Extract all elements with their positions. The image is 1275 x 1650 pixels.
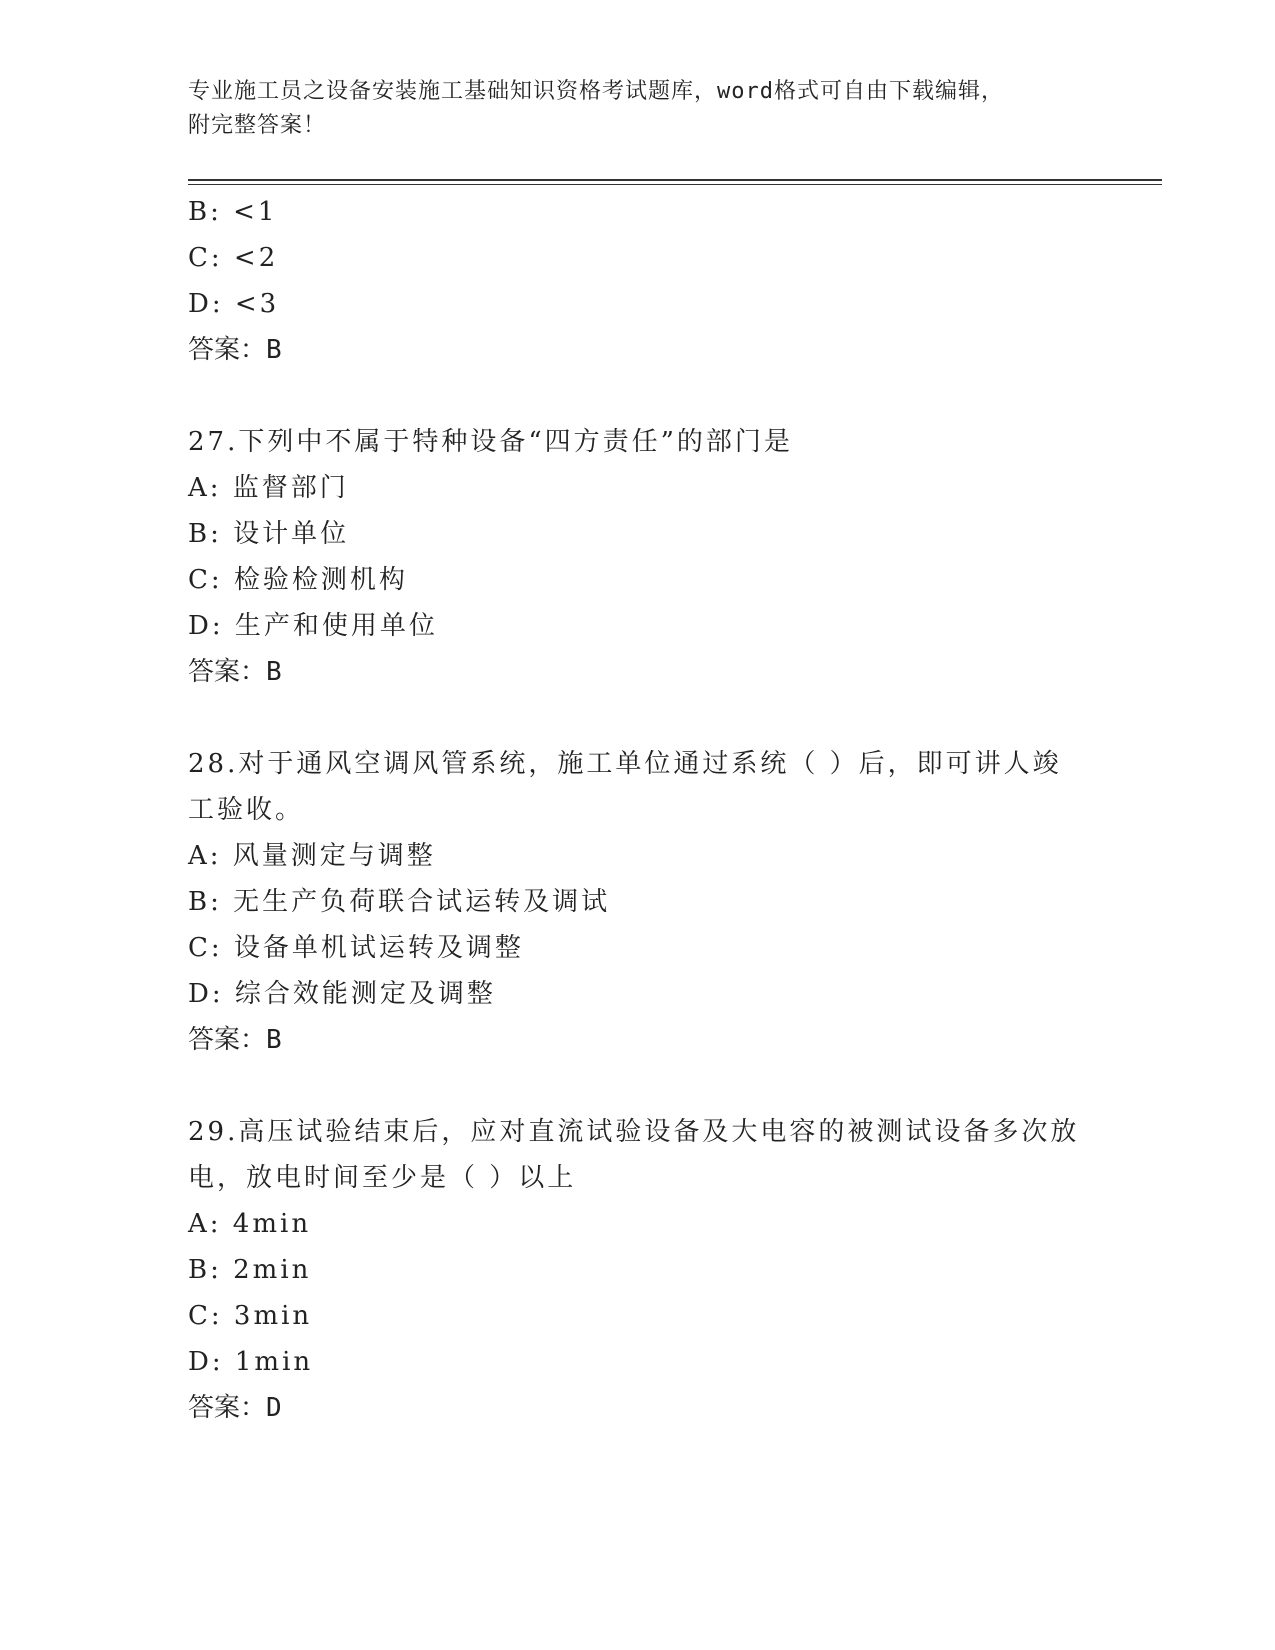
question-stem-continued: 电，放电时间至少是（ ）以上: [188, 1163, 577, 1193]
option-a: A: 监督部门: [188, 473, 349, 503]
answer: 答案：B: [188, 335, 282, 365]
option-d: D: 生产和使用单位: [188, 611, 438, 641]
page-header: [188, 75, 1068, 143]
option-b: B: 无生产负荷联合试运转及调试: [188, 887, 611, 917]
option-a: A: 风量测定与调整: [188, 841, 436, 871]
option-d: D: 1min: [188, 1347, 314, 1377]
option-d: D: <3: [188, 289, 280, 319]
option-c: C: 3min: [188, 1301, 313, 1331]
answer: 答案：B: [188, 657, 282, 687]
answer: 答案：D: [188, 1393, 282, 1423]
header-line-1: 专业施工员之设备安装施工基础知识资格考试题库，word格式可自由下载编辑，: [188, 79, 1004, 104]
question-28: [188, 741, 1088, 1063]
option-b: B: 2min: [188, 1255, 312, 1285]
question-stem: 29.高压试验结束后，应对直流试验设备及大电容的被测试设备多次放: [188, 1117, 1080, 1147]
question-stem: 27.下列中不属于特种设备“四方责任”的部门是: [188, 427, 793, 457]
question-stem-continued: 工验收。: [188, 795, 305, 825]
header-line-2: 附完整答案！: [188, 113, 327, 138]
spacer: [188, 695, 1088, 741]
header-rule-thick: [188, 179, 1162, 181]
question-26-continued: [188, 189, 1088, 373]
option-b: B: <1: [188, 197, 278, 227]
question-list: [188, 189, 1088, 1431]
question-27: [188, 419, 1088, 695]
spacer: [188, 373, 1088, 419]
spacer: [188, 1063, 1088, 1109]
option-a: A: 4min: [188, 1209, 312, 1239]
option-c: C: 检验检测机构: [188, 565, 408, 595]
answer: 答案：B: [188, 1025, 282, 1055]
question-29: [188, 1109, 1088, 1431]
option-d: D: 综合效能测定及调整: [188, 979, 496, 1009]
option-b: B: 设计单位: [188, 519, 350, 549]
option-c: C: <2: [188, 243, 279, 273]
question-stem: 28.对于通风空调风管系统，施工单位通过系统（ ）后，即可讲人竣: [188, 749, 1062, 779]
header-rule-thin: [188, 184, 1162, 185]
option-c: C: 设备单机试运转及调整: [188, 933, 524, 963]
